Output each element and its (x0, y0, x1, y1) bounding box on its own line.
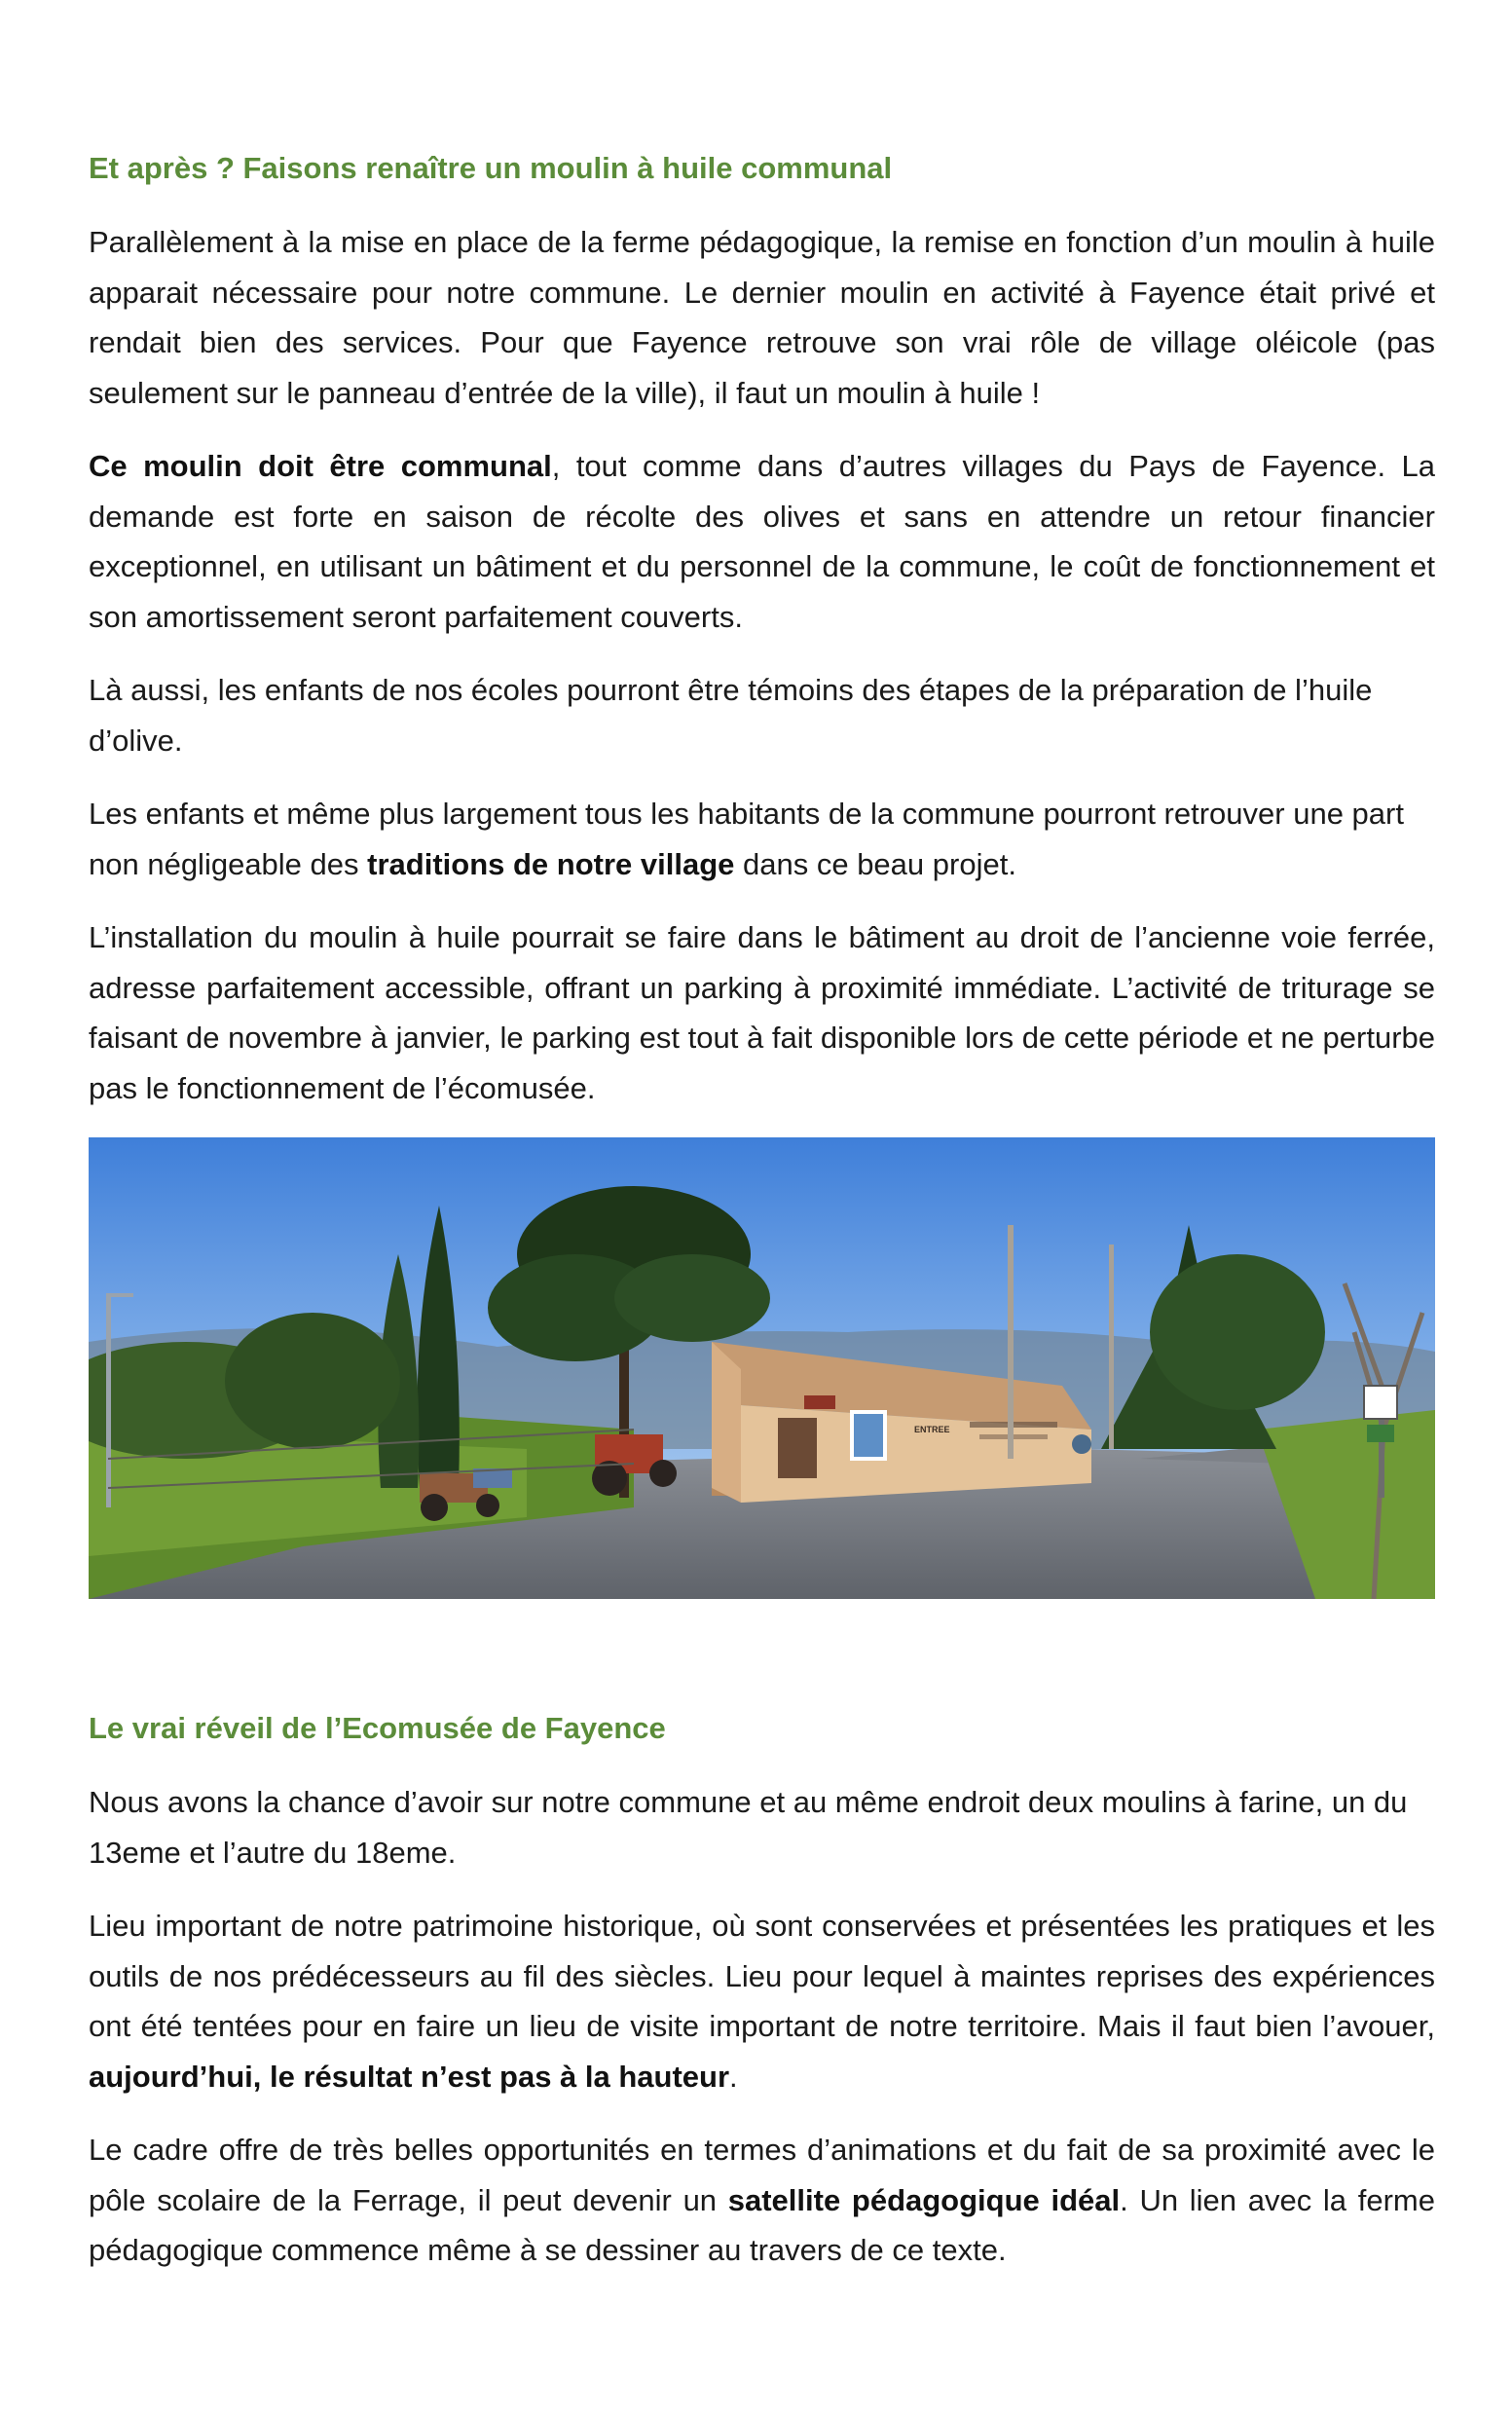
paragraph-patrimoine-start: Lieu important de notre patrimoine historique, où sont conservées et présentées les pratiques et les outils de nos prédécesseurs au fil des siècles. Lieu pour lequel à maintes reprises des expériences ont été tentées pour en faire un lieu de visite important de notre territoire. Mais il faut bien l’avouer, (89, 1909, 1435, 2043)
photo-illustration (89, 1137, 1435, 1599)
section-heading-moulin: Et après ? Faisons renaître un moulin à huile communal (89, 151, 893, 185)
photo-moulin-building (89, 1137, 1435, 1599)
paragraph-traditions-end: dans ce beau projet. (734, 846, 1016, 881)
paragraph-traditions-start: Les enfants et même plus largement tous les habitants de la commune pourront retrouver une part non négligeable des (89, 797, 1404, 881)
paragraph-intro-moulin: Parallèlement à la mise en place de la ferme pédagogique, la remise en fonction d’un moulin à huile apparait nécessaire pour notre commune. Le dernier moulin en activité à Fayence était privé et rendait bien des services. Pour que Fayence retrouve son vrai rôle de village oléicole (pas seulement sur le panneau d’entrée de la ville), il faut un moulin à huile ! (89, 225, 1435, 410)
paragraph-patrimoine-end: . (729, 2059, 738, 2094)
paragraph-moulin-communal-rest: , tout comme dans d’autres villages du Pays de Fayence. La demande est forte en saison de récolte des olives et sans en attendre un retour financier exceptionnel, en utilisant un bâtiment et du personnel de la commune, le coût de fonctionnement et son amortissement seront parfaitement couverts. (89, 449, 1435, 634)
bold-moulin-communal: Ce moulin doit être communal (89, 449, 552, 483)
paragraph-moulin-communal (89, 441, 1435, 642)
section-heading-ecomusee: Le vrai réveil de l’Ecomusée de Fayence (89, 1711, 666, 1745)
paragraph-patrimoine (89, 1901, 1435, 2101)
bold-resultat: aujourd’hui, le résultat n’est pas à la hauteur (89, 2059, 730, 2094)
paragraph-cadre-end: . Un lien avec la ferme pédagogique commence même à se dessiner au travers de ce texte. (89, 2182, 1435, 2267)
bold-satellite: satellite pédagogique idéal (727, 2182, 1121, 2217)
paragraph-moulins-farine: Nous avons la chance d’avoir sur notre commune et au même endroit deux moulins à farine, un du 13eme et l’autre du 18eme. (89, 1785, 1408, 1870)
paragraph-enfants-ecoles: Là aussi, les enfants de nos écoles pourront être témoins des étapes de la préparation de l’huile d’olive. (89, 673, 1373, 758)
paragraph-cadre (89, 2125, 1435, 2276)
photo-sign-text: ENTREE (914, 1425, 950, 1434)
paragraph-traditions (89, 789, 1435, 889)
paragraph-cadre-start: Le cadre offre de très belles opportunités en termes d’animations et du fait de sa proximité avec le pôle scolaire de la Ferrage, il peut devenir un (89, 2133, 1435, 2217)
paragraph-installation: L’installation du moulin à huile pourrait se faire dans le bâtiment au droit de l’ancienne voie ferrée, adresse parfaitement accessible, offrant un parking à proximité immédiate. L’activité de triturage se faisant de novembre à janvier, le parking est tout à fait disponible lors de cette période et ne perturbe pas le fonctionnement de l’écomusée. (89, 920, 1435, 1105)
bold-traditions: traditions de notre village (367, 846, 735, 881)
